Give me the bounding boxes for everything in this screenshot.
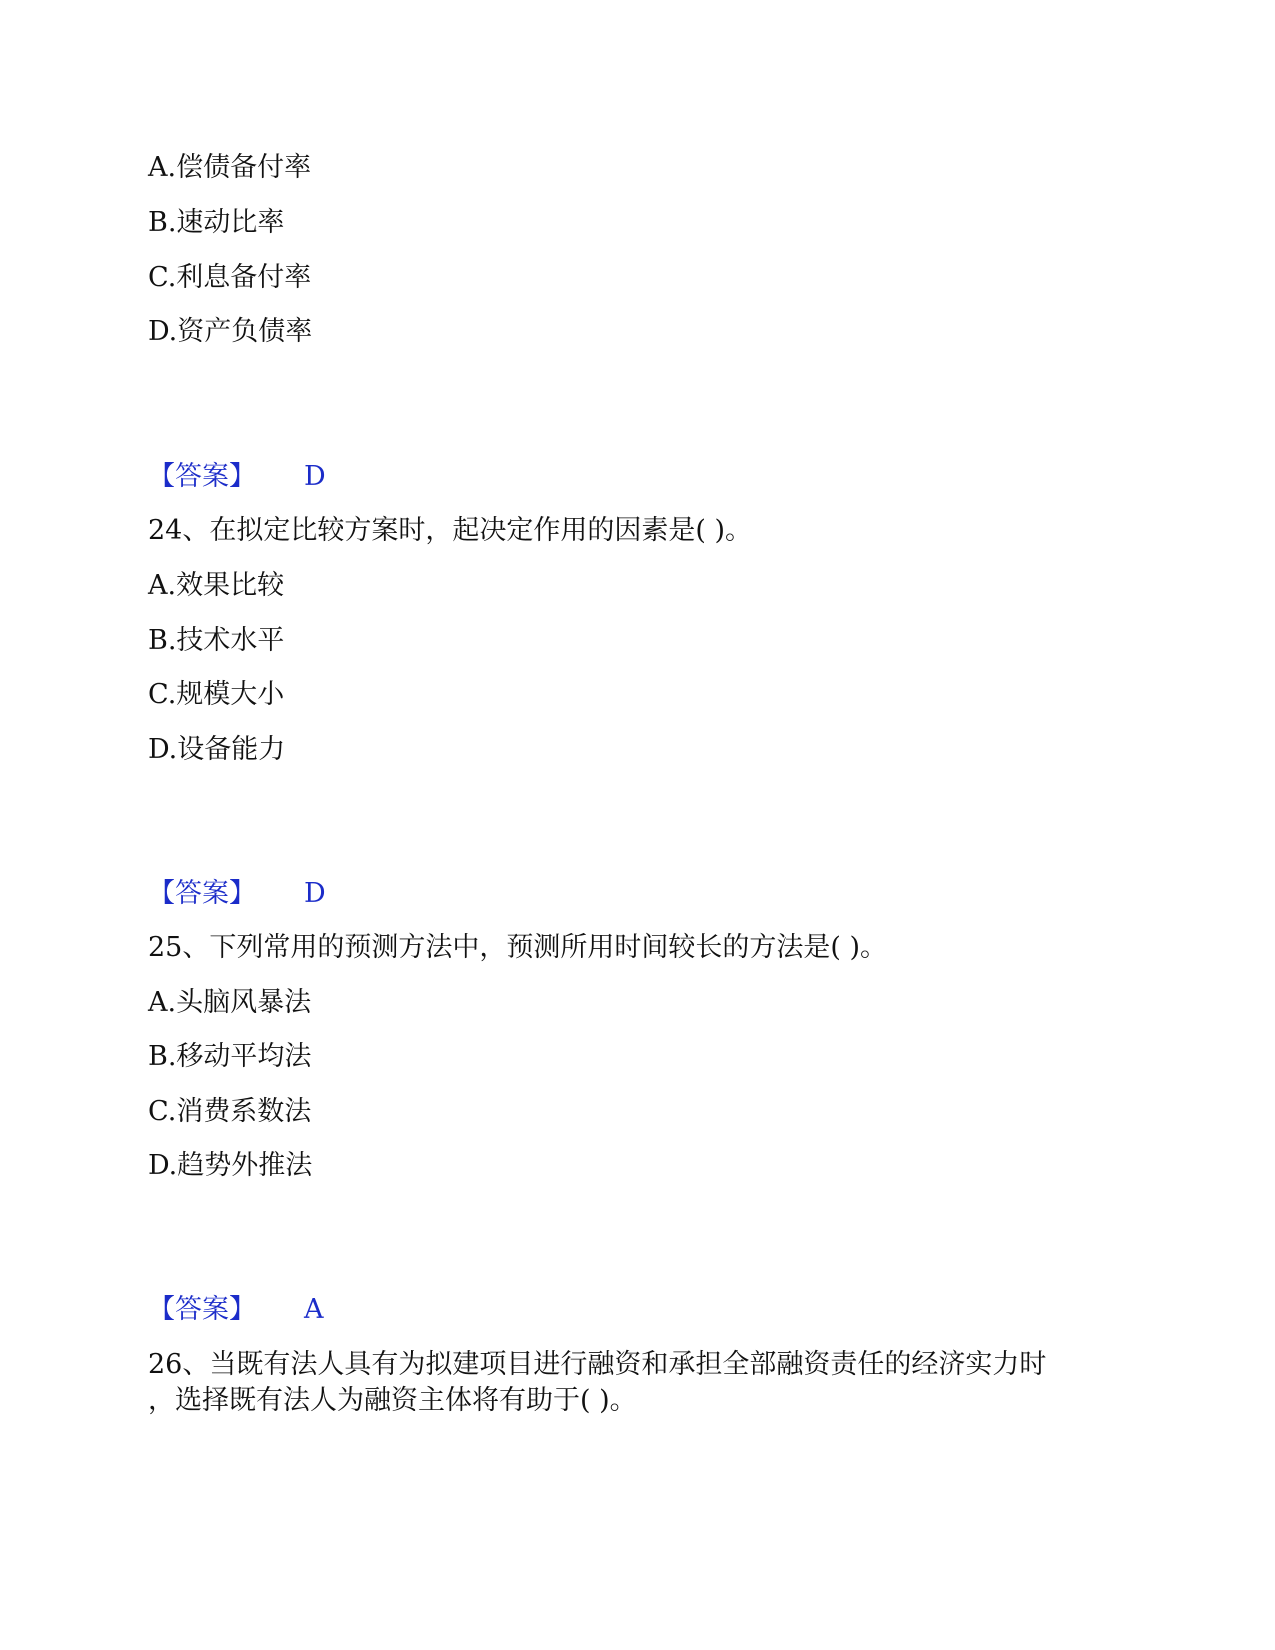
q26-stem-line2: ，选择既有法人为融资主体将有助于( )。 [148, 1385, 637, 1416]
q23-option-a: A.偿债备付率 [148, 152, 312, 183]
q24-option-c: C.规模大小 [148, 679, 285, 710]
q25-stem: 25、下列常用的预测方法中，预测所用时间较长的方法是( )。 [148, 932, 888, 963]
q24-option-a: A.效果比较 [148, 570, 285, 601]
q25-option-a: A.头脑风暴法 [148, 987, 312, 1018]
q24-stem: 24、在拟定比较方案时，起决定作用的因素是( )。 [148, 515, 753, 546]
q25-option-d: D.趋势外推法 [148, 1150, 313, 1181]
q24-option-b: B.技术水平 [148, 625, 285, 656]
q25-option-b: B.移动平均法 [148, 1041, 312, 1072]
answer-label: 【答案】 [148, 461, 256, 492]
q23-option-c: C.利息备付率 [148, 262, 312, 293]
answer-value: D [304, 461, 326, 492]
q26-stem-line1: 26、当既有法人具有为拟建项目进行融资和承担全部融资责任的经济实力时 [148, 1349, 1047, 1380]
q24-option-d: D.设备能力 [148, 734, 286, 765]
q23-option-d: D.资产负债率 [148, 316, 313, 347]
q24-answer [148, 877, 326, 911]
answer-value: A [304, 1294, 324, 1325]
q23-answer [148, 460, 326, 494]
answer-label: 【答案】 [148, 1294, 256, 1325]
answer-label: 【答案】 [148, 878, 256, 909]
q25-option-c: C.消费系数法 [148, 1096, 312, 1127]
q25-answer [148, 1293, 324, 1327]
answer-value: D [304, 878, 326, 909]
q23-option-b: B.速动比率 [148, 207, 285, 238]
